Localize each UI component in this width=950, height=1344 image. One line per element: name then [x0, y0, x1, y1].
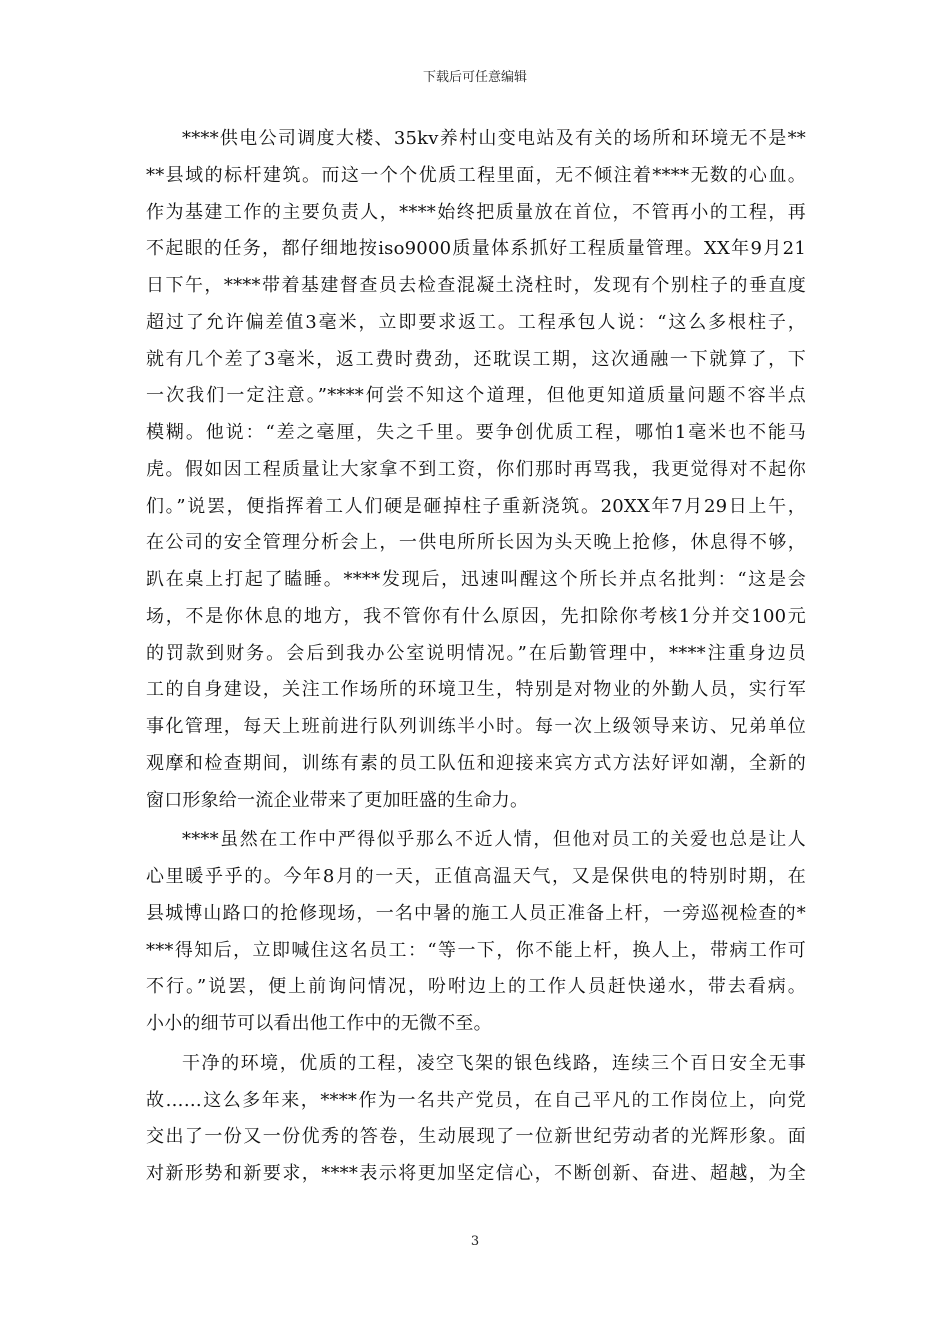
paragraph-3: [146, 1046, 806, 1193]
text-line: 心里暖乎乎的。今年8月的一天，正值高温天气，又是保供电的特别时期，在: [146, 866, 806, 887]
text-line: 作为基建工作的主要负责人，****始终把质量放在首位，不管再小的工程，再: [146, 201, 806, 223]
text-line: 模糊。他说：“差之毫厘，失之千里。要争创优质工程，哪怕1毫米也不能马: [146, 422, 806, 443]
text-line: 日下午，****带着基建督查员去检查混凝土浇柱时，发现有个别柱子的垂直度: [146, 275, 806, 296]
text-line: 们。”说罢，便指挥着工人们硬是砸掉柱子重新浇筑。20XX年7月29日上午，: [146, 495, 806, 517]
text-line: ***得知后，立即喊住这名员工：“等一下，你不能上杆，换人上，带病工作可: [146, 939, 806, 961]
page-header: 下载后可任意编辑: [422, 70, 527, 85]
text-line: 不行。”说罢，便上前询问情况，吩咐边上的工作人员赶快递水，带去看病。: [146, 976, 806, 998]
text-line: 交出了一份又一份优秀的答卷，生动展现了一位新世纪劳动者的光辉形象。面: [146, 1126, 806, 1148]
text-line: 县城博山路口的抢修现场，一名中暑的施工人员正准备上杆，一旁巡视检查的*: [146, 902, 806, 924]
text-line: 就有几个差了3毫米，返工费时费劲，还耽误工期，这次通融一下就算了，下: [146, 348, 806, 370]
text-line: 小小的细节可以看出他工作中的无微不至。: [146, 1013, 492, 1034]
text-line: 的罚款到财务。会后到我办公室说明情况。”在后勤管理中，****注重身边员: [146, 642, 806, 664]
text-line: 窗口形象给一流企业带来了更加旺盛的生命力。: [146, 789, 529, 811]
text-line: 在公司的安全管理分析会上，一供电所所长因为头天晚上抢修，休息得不够，: [146, 532, 806, 554]
paragraph-1: [146, 121, 806, 819]
text-line: 趴在桌上打起了瞌睡。****发现后，迅速叫醒这个所长并点名批判：“这是会: [146, 569, 806, 590]
text-line: 观摩和检查期间，训练有素的员工队伍和迎接来宾方式方法好评如潮，全新的: [146, 752, 806, 774]
text-line: 故……这么多年来，****作为一名共产党员，在自己平凡的工作岗位上，向党: [146, 1089, 806, 1111]
text-line: 超过了允许偏差值3毫米，立即要求返工。工程承包人说：“这么多根柱子，: [146, 311, 806, 333]
text-line: **县域的标杆建筑。而这一个个优质工程里面，无不倾注着****无数的心血。: [146, 164, 806, 186]
paragraph-2: [146, 822, 806, 1043]
text-line: 一次我们一定注意。”****何尝不知这个道理，但他更知道质量问题不容半点: [146, 385, 806, 407]
text-line: 场，不是你休息的地方，我不管你有什么原因，先扣除你考核1分并交100元: [146, 605, 806, 627]
text-line: 事化管理，每天上班前进行队列训练半小时。每一次上级领导来访、兄弟单位: [146, 716, 806, 737]
text-line: 对新形势和新要求，****表示将更加坚定信心，不断创新、奋进、超越，为全: [146, 1163, 806, 1184]
text-line: 虎。假如因工程质量让大家拿不到工资，你们那时再骂我，我更觉得对不起你: [146, 458, 806, 480]
page-number: 3: [470, 1234, 480, 1249]
text-line: 不起眼的任务，都仔细地按iso9000质量体系抓好工程质量管理。XX年9月21: [146, 238, 806, 260]
text-line: 干净的环境，优质的工程，凌空飞架的银色线路，连续三个百日安全无事: [182, 1052, 806, 1074]
document-body: [146, 121, 806, 1193]
text-line: ****供电公司调度大楼、35kv养村山变电站及有关的场所和环境无不是**: [182, 128, 806, 149]
text-line: ****虽然在工作中严得似乎那么不近人情，但他对员工的关爱也总是让人: [182, 829, 806, 851]
text-line: 工的自身建设，关注工作场所的环境卫生，特别是对物业的外勤人员，实行军: [146, 679, 806, 701]
